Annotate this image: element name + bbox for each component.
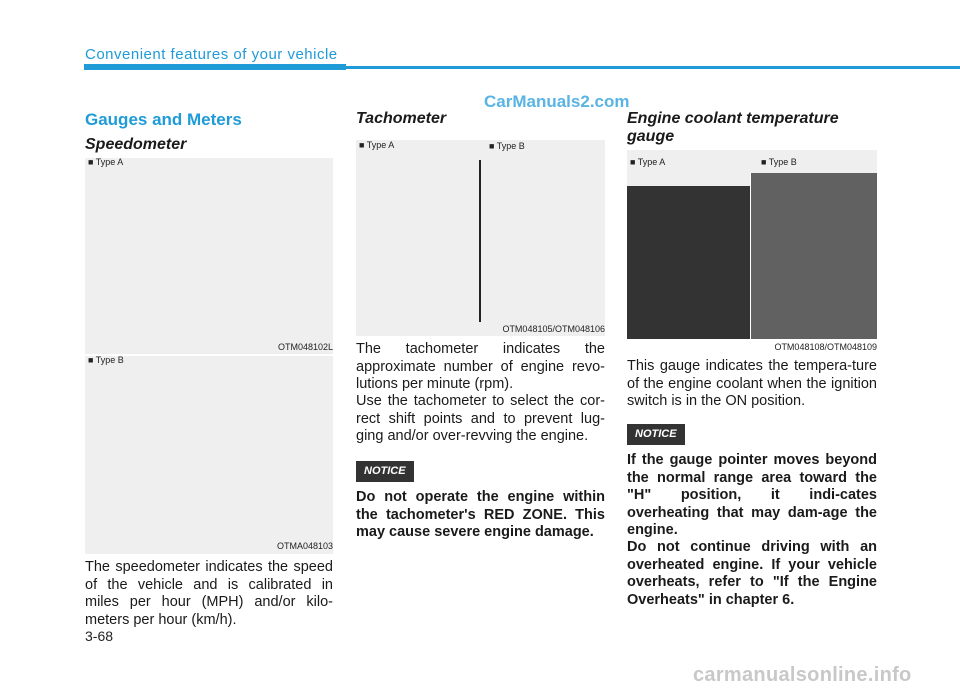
speedometer-heading: Speedometer bbox=[85, 136, 187, 153]
coolant-notice-text-1: If the gauge pointer moves beyond the normal range area toward the "H" position, it indi-cates overheating that may dam-age the engine. bbox=[627, 452, 877, 538]
figure-caption: OTM048105/OTM048106 bbox=[502, 324, 605, 334]
figure-caption: OTM048108/OTM048109 bbox=[774, 342, 877, 352]
gauge-type-a-image bbox=[627, 186, 750, 339]
figure-type-a-label: ■ Type A bbox=[630, 157, 666, 167]
notice-badge: NOTICE bbox=[627, 424, 685, 445]
coolant-heading-line1: Engine coolant temperature bbox=[627, 110, 839, 127]
speedometer-figure-type-a bbox=[85, 158, 333, 354]
coolant-heading-line2: gauge bbox=[627, 128, 675, 145]
coolant-notice-text-2: Do not continue driving with an overheated engine. If your vehicle overheats, refer to "If the Engine Overheats" in chapter 6. bbox=[627, 539, 877, 608]
speedometer-paragraph: The speedometer indicates the speed of the vehicle and is calibrated in miles per hour (MPH) and/or kilo-meters per hour (km/h). bbox=[85, 559, 333, 628]
tachometer-notice-text: Do not operate the engine within the tachometer's RED ZONE. This may cause severe engine damage. bbox=[356, 489, 605, 540]
watermark-top[interactable]: CarManuals2.com bbox=[484, 92, 630, 111]
watermark-bottom[interactable]: carmanualsonline.info bbox=[693, 664, 912, 686]
figure-type-b-label: ■ Type B bbox=[489, 141, 525, 151]
coolant-figure bbox=[627, 150, 877, 339]
tachometer-heading: Tachometer bbox=[356, 110, 447, 127]
tachometer-figure bbox=[356, 140, 605, 336]
figure-caption: OTM048102L bbox=[277, 342, 333, 352]
figure-divider bbox=[479, 160, 481, 322]
notice-badge: NOTICE bbox=[356, 461, 414, 482]
page-number: 3-68 bbox=[85, 628, 114, 644]
figure-divider bbox=[750, 173, 751, 339]
tachometer-paragraph-2: Use the tachometer to select the cor-rect shift points and to prevent lug-ging and/or over-revving the engine. bbox=[356, 393, 605, 444]
figure-type-label: ■ Type B bbox=[88, 355, 124, 365]
header-title: Convenient features of your vehicle bbox=[85, 46, 338, 63]
figure-type-a-label: ■ Type A bbox=[359, 140, 395, 150]
figure-caption: OTMA048103 bbox=[276, 541, 333, 551]
section-title: Gauges and Meters bbox=[85, 110, 242, 129]
gauge-type-b-image bbox=[751, 173, 877, 339]
figure-type-b-label: ■ Type B bbox=[761, 157, 797, 167]
figure-type-label: ■ Type A bbox=[88, 157, 124, 167]
speedometer-figure-type-b bbox=[85, 356, 333, 554]
coolant-paragraph: This gauge indicates the tempera-ture of the engine coolant when the ignition switch is in the ON position. bbox=[627, 358, 877, 409]
tachometer-paragraph-1: The tachometer indicates the approximate number of engine revo-lutions per minute (rpm). bbox=[356, 341, 605, 392]
header-rule-accent bbox=[84, 64, 346, 70]
